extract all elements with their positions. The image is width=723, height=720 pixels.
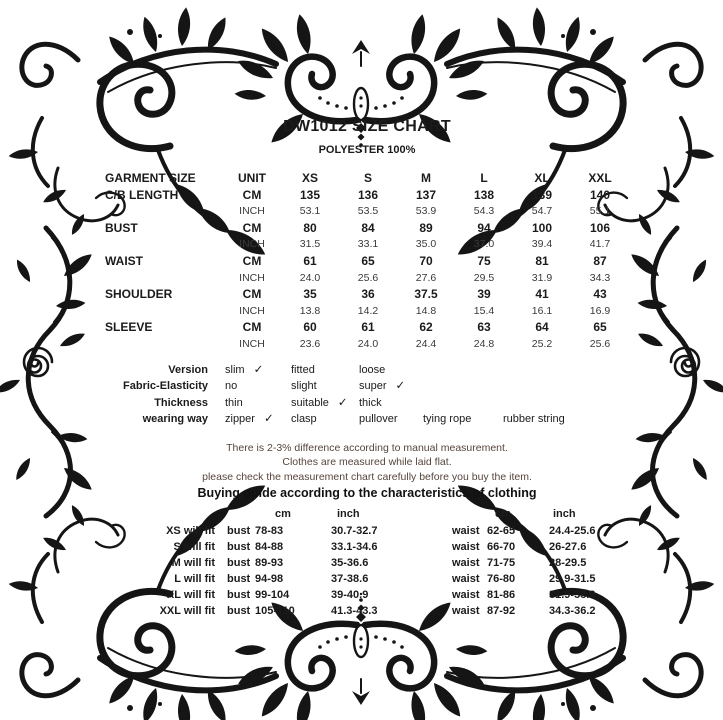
garment-dimension-label: C/B LENGTH bbox=[105, 187, 179, 202]
cm-value: 65 bbox=[593, 320, 607, 335]
cm-value: 62 bbox=[419, 320, 433, 335]
cm-value: 37.5 bbox=[414, 287, 438, 302]
waist-label: waist bbox=[452, 572, 480, 585]
option-text: super bbox=[359, 380, 387, 393]
header-size-m: M bbox=[421, 171, 431, 185]
cm-value: 35 bbox=[303, 287, 317, 302]
bust-inch-range: 41.3-43.3 bbox=[331, 604, 378, 617]
attribute-option bbox=[217, 378, 283, 395]
garment-dimension-label: BUST bbox=[105, 220, 138, 235]
bust-label: bust bbox=[227, 604, 251, 617]
header-size-s: S bbox=[363, 171, 372, 185]
cm-value: 75 bbox=[477, 253, 491, 268]
inch-value: 16.9 bbox=[589, 304, 611, 317]
bust-label: bust bbox=[227, 588, 251, 601]
header-size-unit: UNIT bbox=[238, 171, 266, 185]
check-icon: ✓ bbox=[263, 413, 274, 426]
attributes-section bbox=[105, 362, 629, 428]
buying-guide-row bbox=[107, 523, 629, 539]
inch-value: 24.8 bbox=[473, 337, 495, 350]
option-text: no bbox=[225, 380, 238, 393]
attribute-option bbox=[217, 411, 283, 428]
size-row-cm bbox=[105, 286, 629, 303]
bust-inch-range: 35-36.6 bbox=[331, 556, 369, 569]
cm-value: 135 bbox=[299, 187, 321, 202]
header-garment-size: GARMENT SIZE bbox=[105, 171, 196, 185]
waist-cm-range: 87-92 bbox=[487, 604, 516, 617]
attribute-option bbox=[217, 362, 283, 379]
waist-inch-range: 31.9-33.9 bbox=[549, 588, 596, 601]
waist-cm-header: cm bbox=[495, 508, 511, 521]
inch-value: 35.0 bbox=[415, 238, 437, 251]
size-row-cm bbox=[105, 187, 629, 204]
cm-value: 136 bbox=[357, 187, 379, 202]
garment-dimension-label: WAIST bbox=[105, 253, 143, 268]
cm-value: 89 bbox=[419, 220, 433, 235]
bust-label: bust bbox=[227, 540, 251, 553]
fit-size-label: M will fit bbox=[171, 556, 215, 569]
option-text: clasp bbox=[291, 413, 317, 426]
empty-cell bbox=[105, 236, 223, 253]
bust-label: bust bbox=[227, 572, 251, 585]
empty-cell bbox=[105, 336, 223, 353]
inch-value: 14.2 bbox=[357, 304, 379, 317]
cm-value: 70 bbox=[419, 253, 433, 268]
check-icon: ✓ bbox=[395, 380, 406, 393]
buying-guide-heading: Buying guide according to the characteristics of clothing bbox=[197, 486, 537, 501]
size-row-inch bbox=[105, 203, 629, 220]
size-table bbox=[105, 170, 629, 353]
attribute-label: Fabric-Elasticity bbox=[123, 380, 208, 393]
inch-value: 33.1 bbox=[357, 238, 379, 251]
waist-inch-range: 24.4-25.6 bbox=[549, 524, 596, 537]
cm-value: 137 bbox=[415, 187, 437, 202]
unit-cm-label: CM bbox=[242, 187, 262, 202]
cm-value: 43 bbox=[593, 287, 607, 302]
inch-value: 27.6 bbox=[415, 271, 437, 284]
bust-cm-range: 89-93 bbox=[255, 556, 284, 569]
cm-value: 63 bbox=[477, 320, 491, 335]
buying-guide-table bbox=[107, 506, 629, 619]
waist-label: waist bbox=[452, 540, 480, 553]
cm-value: 39 bbox=[477, 287, 491, 302]
size-row-inch bbox=[105, 236, 629, 253]
attribute-row bbox=[105, 411, 629, 428]
unit-inch-label: INCH bbox=[239, 337, 265, 350]
garment-dimension-label: SLEEVE bbox=[105, 320, 153, 335]
inch-value: 54.7 bbox=[531, 205, 553, 218]
size-row-inch bbox=[105, 336, 629, 353]
buying-guide-row bbox=[107, 587, 629, 603]
bust-inch-range: 30.7-32.7 bbox=[331, 524, 378, 537]
size-row-cm bbox=[105, 319, 629, 336]
attribute-option bbox=[351, 395, 415, 412]
inch-value: 53.5 bbox=[357, 205, 379, 218]
unit-cm-label: CM bbox=[242, 287, 262, 302]
waist-inch-range: 34.3-36.2 bbox=[549, 604, 596, 617]
waist-label: waist bbox=[452, 524, 480, 537]
bust-cm-range: 99-104 bbox=[255, 588, 290, 601]
option-text: fitted bbox=[291, 363, 315, 376]
header-size-xxl: XXL bbox=[588, 171, 612, 185]
waist-inch-header: inch bbox=[553, 508, 576, 521]
header-size-xs: XS bbox=[301, 171, 318, 185]
bust-label: bust bbox=[227, 556, 251, 569]
waist-inch-range: 28-29.5 bbox=[549, 556, 587, 569]
option-text: loose bbox=[359, 363, 386, 376]
cm-value: 87 bbox=[593, 253, 607, 268]
waist-inch-range: 26-27.6 bbox=[549, 540, 587, 553]
bust-inch-range: 39-40.9 bbox=[331, 588, 369, 601]
attribute-option bbox=[217, 395, 283, 412]
fit-size-label: XS will fit bbox=[166, 524, 215, 537]
attribute-option bbox=[283, 362, 351, 379]
cm-value: 60 bbox=[303, 320, 317, 335]
inch-value: 24.4 bbox=[415, 337, 437, 350]
garment-dimension-label: SHOULDER bbox=[105, 287, 173, 302]
option-text: slight bbox=[291, 380, 317, 393]
cm-value: 81 bbox=[535, 253, 549, 268]
attribute-option bbox=[351, 411, 415, 428]
material-label: POLYESTER 100% bbox=[318, 144, 416, 156]
bust-inch-range: 37-38.6 bbox=[331, 572, 369, 585]
waist-label: waist bbox=[452, 604, 480, 617]
note-line-3: please check the measurement chart carefully before you buy the item. bbox=[202, 470, 532, 483]
buying-guide-row bbox=[107, 571, 629, 587]
unit-inch-label: INCH bbox=[239, 238, 265, 251]
waist-label: waist bbox=[452, 556, 480, 569]
cm-value: 100 bbox=[531, 220, 553, 235]
inch-value: 34.3 bbox=[589, 271, 611, 284]
empty-cell bbox=[105, 270, 223, 287]
bust-inch-range: 33.1-34.6 bbox=[331, 540, 378, 553]
inch-value: 53.1 bbox=[299, 205, 321, 218]
empty-cell bbox=[215, 506, 255, 522]
size-row-inch bbox=[105, 303, 629, 320]
unit-cm-label: CM bbox=[242, 253, 262, 268]
inch-value: 15.4 bbox=[473, 304, 495, 317]
cm-value: 61 bbox=[361, 320, 375, 335]
cm-value: 65 bbox=[361, 253, 375, 268]
fit-size-label: S will fit bbox=[173, 540, 215, 553]
fit-size-label: L will fit bbox=[174, 572, 215, 585]
bust-cm-range: 105-110 bbox=[255, 604, 295, 617]
empty-cell bbox=[105, 203, 223, 220]
inch-value: 55.1 bbox=[589, 205, 611, 218]
waist-cm-range: 66-70 bbox=[487, 540, 516, 553]
inch-value: 16.1 bbox=[531, 304, 553, 317]
unit-inch-label: INCH bbox=[239, 205, 265, 218]
inch-value: 24.0 bbox=[357, 337, 379, 350]
bust-label: bust bbox=[227, 524, 251, 537]
attribute-option bbox=[495, 411, 607, 428]
chart-content bbox=[105, 117, 629, 619]
buying-guide-row bbox=[107, 603, 629, 619]
bust-cm-header: cm bbox=[275, 508, 291, 521]
attribute-label: wearing way bbox=[142, 413, 208, 426]
waist-inch-range: 29.9-31.5 bbox=[549, 572, 596, 585]
inch-value: 25.6 bbox=[357, 271, 379, 284]
header-size-xl: XL bbox=[534, 171, 550, 185]
note-line-1: There is 2-3% difference according to manual measurement. bbox=[226, 441, 508, 454]
cm-value: 94 bbox=[477, 220, 491, 235]
waist-cm-range: 81-86 bbox=[487, 588, 516, 601]
cm-value: 64 bbox=[535, 320, 549, 335]
bust-inch-header: inch bbox=[337, 508, 360, 521]
buying-guide-row bbox=[107, 539, 629, 555]
unit-inch-label: INCH bbox=[239, 271, 265, 284]
buying-guide-row bbox=[107, 555, 629, 571]
page-title: DW1012 SIZE CHART bbox=[283, 118, 451, 135]
cm-value: 138 bbox=[473, 187, 495, 202]
option-text: suitable bbox=[291, 396, 329, 409]
fit-size-label: XXL will fit bbox=[159, 604, 215, 617]
fit-size-label: XL will fit bbox=[166, 588, 215, 601]
unit-cm-label: CM bbox=[242, 320, 262, 335]
attribute-label: Version bbox=[168, 363, 208, 376]
attribute-option bbox=[415, 411, 495, 428]
inch-value: 25.2 bbox=[531, 337, 553, 350]
size-row-cm bbox=[105, 220, 629, 237]
empty-cell bbox=[107, 506, 215, 522]
cm-value: 84 bbox=[361, 220, 375, 235]
attribute-option bbox=[283, 395, 351, 412]
size-row-inch bbox=[105, 270, 629, 287]
inch-value: 14.8 bbox=[415, 304, 437, 317]
unit-cm-label: CM bbox=[242, 220, 262, 235]
inch-value: 37.0 bbox=[473, 238, 495, 251]
attribute-row bbox=[105, 378, 629, 395]
attribute-row bbox=[105, 395, 629, 412]
size-table-header-row bbox=[105, 170, 629, 187]
cm-value: 80 bbox=[303, 220, 317, 235]
bust-cm-range: 94-98 bbox=[255, 572, 284, 585]
waist-label: waist bbox=[452, 588, 480, 601]
inch-value: 39.4 bbox=[531, 238, 553, 251]
cm-value: 139 bbox=[531, 187, 553, 202]
inch-value: 31.9 bbox=[531, 271, 553, 284]
check-icon: ✓ bbox=[253, 363, 264, 376]
inch-value: 23.6 bbox=[299, 337, 321, 350]
inch-value: 41.7 bbox=[589, 238, 611, 251]
option-text: rubber string bbox=[503, 413, 565, 426]
cm-value: 106 bbox=[589, 220, 611, 235]
size-row-cm bbox=[105, 253, 629, 270]
inch-value: 54.3 bbox=[473, 205, 495, 218]
option-text: thin bbox=[225, 396, 243, 409]
header-size-l: L bbox=[480, 171, 488, 185]
attribute-option bbox=[283, 411, 351, 428]
option-text: tying rope bbox=[423, 413, 472, 426]
inch-value: 25.6 bbox=[589, 337, 611, 350]
attribute-option bbox=[283, 378, 351, 395]
cm-value: 36 bbox=[361, 287, 375, 302]
option-text: zipper bbox=[225, 413, 255, 426]
note-line-2: Clothes are measured while laid flat. bbox=[282, 456, 452, 469]
bust-cm-range: 78-83 bbox=[255, 524, 284, 537]
waist-cm-range: 76-80 bbox=[487, 572, 516, 585]
option-text: thick bbox=[359, 396, 382, 409]
inch-value: 31.5 bbox=[299, 238, 321, 251]
unit-inch-label: INCH bbox=[239, 304, 265, 317]
inch-value: 53.9 bbox=[415, 205, 437, 218]
attribute-label: Thickness bbox=[154, 396, 208, 409]
bust-cm-range: 84-88 bbox=[255, 540, 284, 553]
cm-value: 61 bbox=[303, 253, 317, 268]
notes-block bbox=[105, 441, 629, 485]
buying-guide-header-row bbox=[107, 506, 629, 522]
inch-value: 24.0 bbox=[299, 271, 321, 284]
cm-value: 140 bbox=[589, 187, 611, 202]
attribute-row bbox=[105, 362, 629, 379]
waist-cm-range: 62-65 bbox=[487, 524, 516, 537]
waist-cm-range: 71-75 bbox=[487, 556, 516, 569]
empty-cell bbox=[105, 303, 223, 320]
inch-value: 29.5 bbox=[473, 271, 495, 284]
empty-cell bbox=[425, 506, 487, 522]
check-icon: ✓ bbox=[337, 396, 348, 409]
option-text: slim bbox=[225, 363, 245, 376]
cm-value: 41 bbox=[535, 287, 549, 302]
attribute-option bbox=[351, 362, 415, 379]
option-text: pullover bbox=[359, 413, 398, 426]
attribute-option bbox=[351, 378, 415, 395]
inch-value: 13.8 bbox=[299, 304, 321, 317]
